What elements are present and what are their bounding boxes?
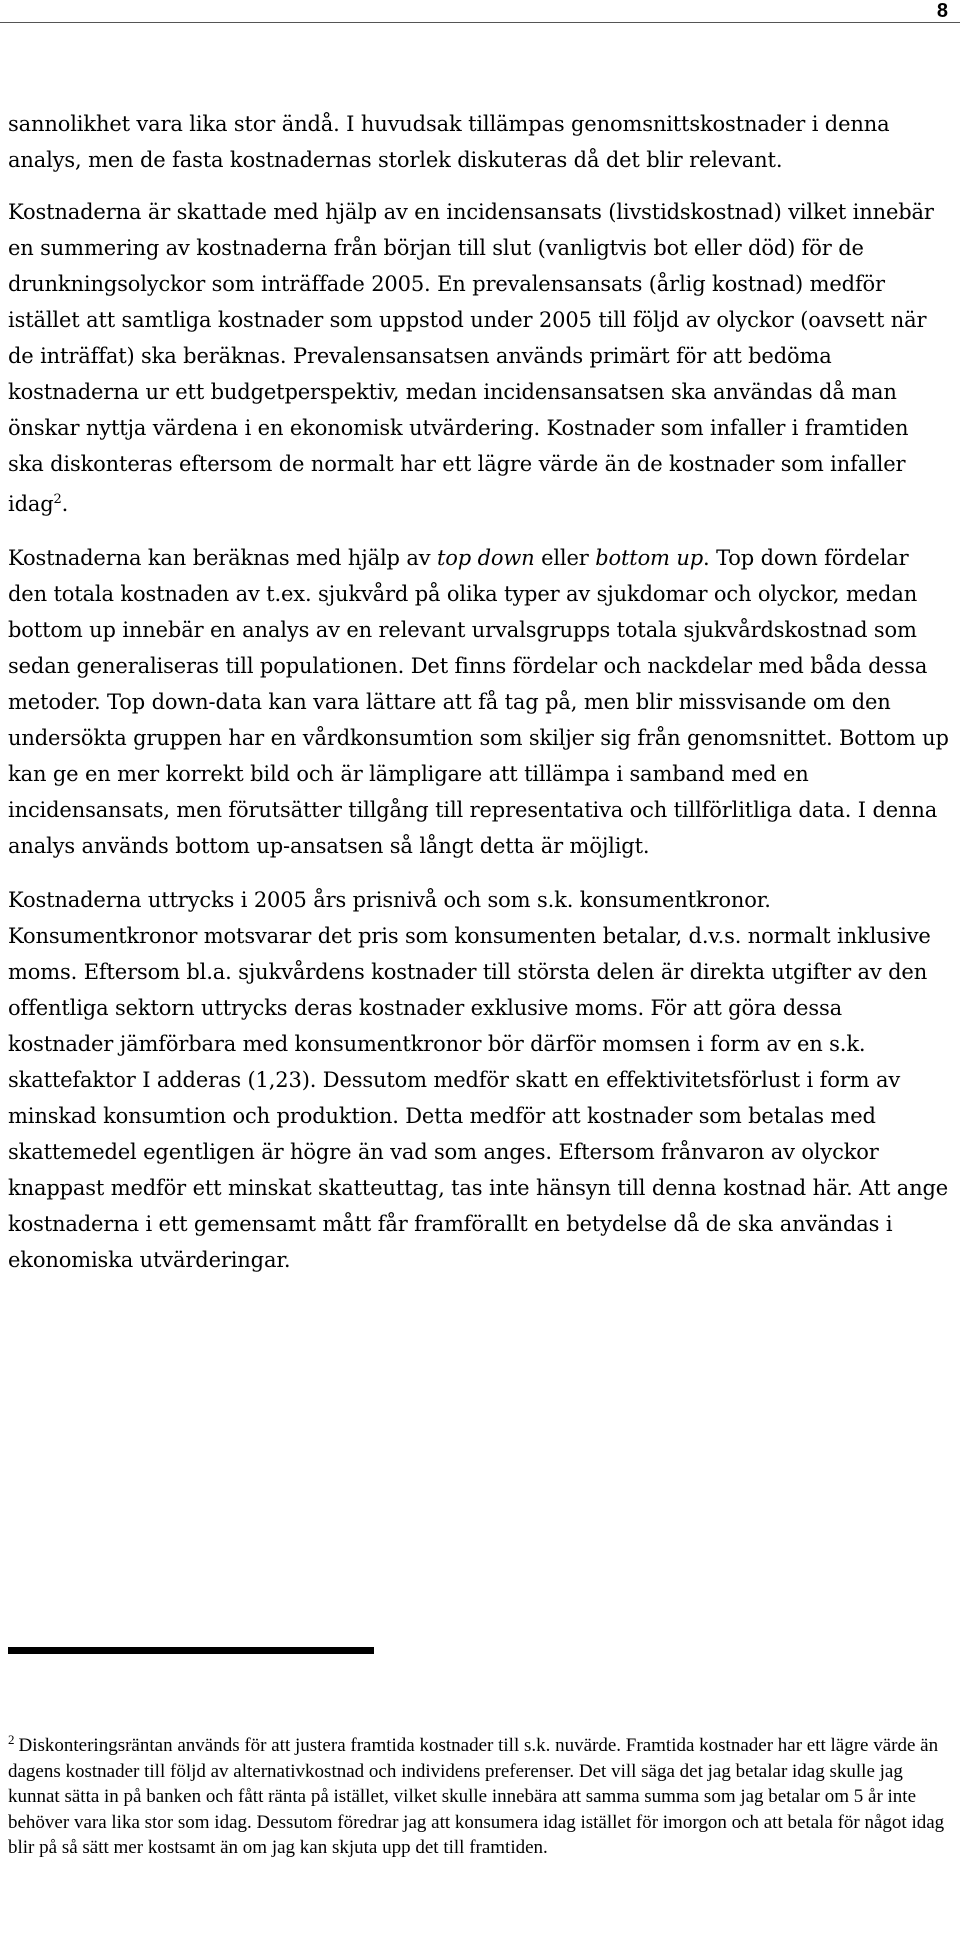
paragraph-3-intro: Kostnaderna kan beräknas med hjälp av [8, 546, 437, 570]
paragraph-3-mid: eller [534, 546, 596, 570]
paragraph-4: Kostnaderna uttrycks i 2005 års prisnivå och som s.k. konsumentkronor. Konsumentkronor motsvarar det pris som konsumenten betalar, d.v.s. normalt inklusive moms. Eftersom bl.a. sjukvårdens kostnader till största delen är direkta utgifter av den offentliga sektorn uttrycks deras kostnader exklusive moms. För att göra dessa kostnader jämförbara med konsumentkronor bör därför momsen i form av en s.k. skattefaktor I adderas (1,23). Dessutom medför skatt en effektivitetsförlust i form av minskad konsumtion och produktion. Detta medför att kostnader som betalas med skattemedel egentligen är högre än vad som anges. Eftersom frånvaron av olyckor knappast medför ett minskat skatteuttag, tas inte hänsyn till denna kostnad här. Att ange kostnaderna i ett gemensamt mått får framförallt en betydelse då de ska användas i ekonomiska utvärderingar. [8, 888, 949, 1272]
footnote-text: Diskonteringsräntan används för att justera framtida kostnader till s.k. nuvärde. Framtida kostnader har ett lägre värde än dagens kostnader till följd av alternativkostnad och individens preferenser. Det vill säga det jag betalar idag skulle jag kunnat sätta in på banken och fått ränta på istället, vilket skulle innebära att samma summa som jag betalar om 5 år inte behöver vara lika stor som idag. Dessutom föredrar jag att konsumera idag istället för imorgon och att betala för något idag blir på så sätt mer kostsamt än om jag kan skjuta upp det till framtiden. [8, 1735, 945, 1858]
paragraph-2 [8, 194, 950, 522]
footnote [8, 1727, 950, 1861]
body-text [8, 106, 950, 1296]
header-rule [0, 22, 960, 23]
footnote-separator [8, 1647, 374, 1654]
paragraph-3 [8, 540, 950, 864]
paragraph-2-end: . [61, 492, 69, 516]
paragraph-3-rest: . Top down fördelar den totala kostnaden av t.ex. sjukvård på olika typer av sjukdomar och olyckor, medan bottom up innebär en analys av en relevant urvalsgrupps totala sjukvårdskostnad som sedan generaliseras till populationen. Det finns fördelar och nackdelar med båda dessa metoder. Top down-data kan vara lättare att få tag på, men blir missvisande om den undersökta gruppen har en vårdkonsumtion som skiljer sig från genomsnittet. Bottom up kan ge en mer korrekt bild och är lämpligare att tillämpa i samband med en incidensansats, men förutsätter tillgång till representativa och tillförlitliga data. I denna analys används bottom up-ansatsen så långt detta är möjligt. [8, 546, 949, 858]
paragraph-2-text: Kostnaderna är skattade med hjälp av en incidensansats (livstidskostnad) vilket innebär en summering av kostnaderna från början till slut (vanligtvis bot eller död) för de drunkningsolyckor som inträffade 2005. En prevalensansats (årlig kostnad) medför istället att samtliga kostnader som uppstod under 2005 till följd av olyckor (oavsett när de inträffat) ska beräknas. Prevalensansatsen används primärt för att bedöma kostnaderna ur ett budgetperspektiv, medan incidensansatsen ska användas då man önskar nyttja värdena i en ekonomisk utvärdering. Kostnader som infaller i framtiden ska diskonteras eftersom de normalt har ett lägre värde än de kostnader som infaller idag [8, 200, 934, 516]
footnote-number: 2 [8, 1732, 15, 1747]
page-header [0, 0, 960, 28]
term-top-down: top down [436, 546, 535, 570]
term-bottom-up: bottom up [595, 546, 704, 570]
page-number: 8 [936, 0, 948, 22]
footnote-reference: 2 [53, 492, 62, 507]
paragraph-1: sannolikhet vara lika stor ändå. I huvudsak tillämpas genomsnittskostnader i denna analys, men de fasta kostnadernas storlek diskuteras då det blir relevant. [8, 112, 890, 172]
